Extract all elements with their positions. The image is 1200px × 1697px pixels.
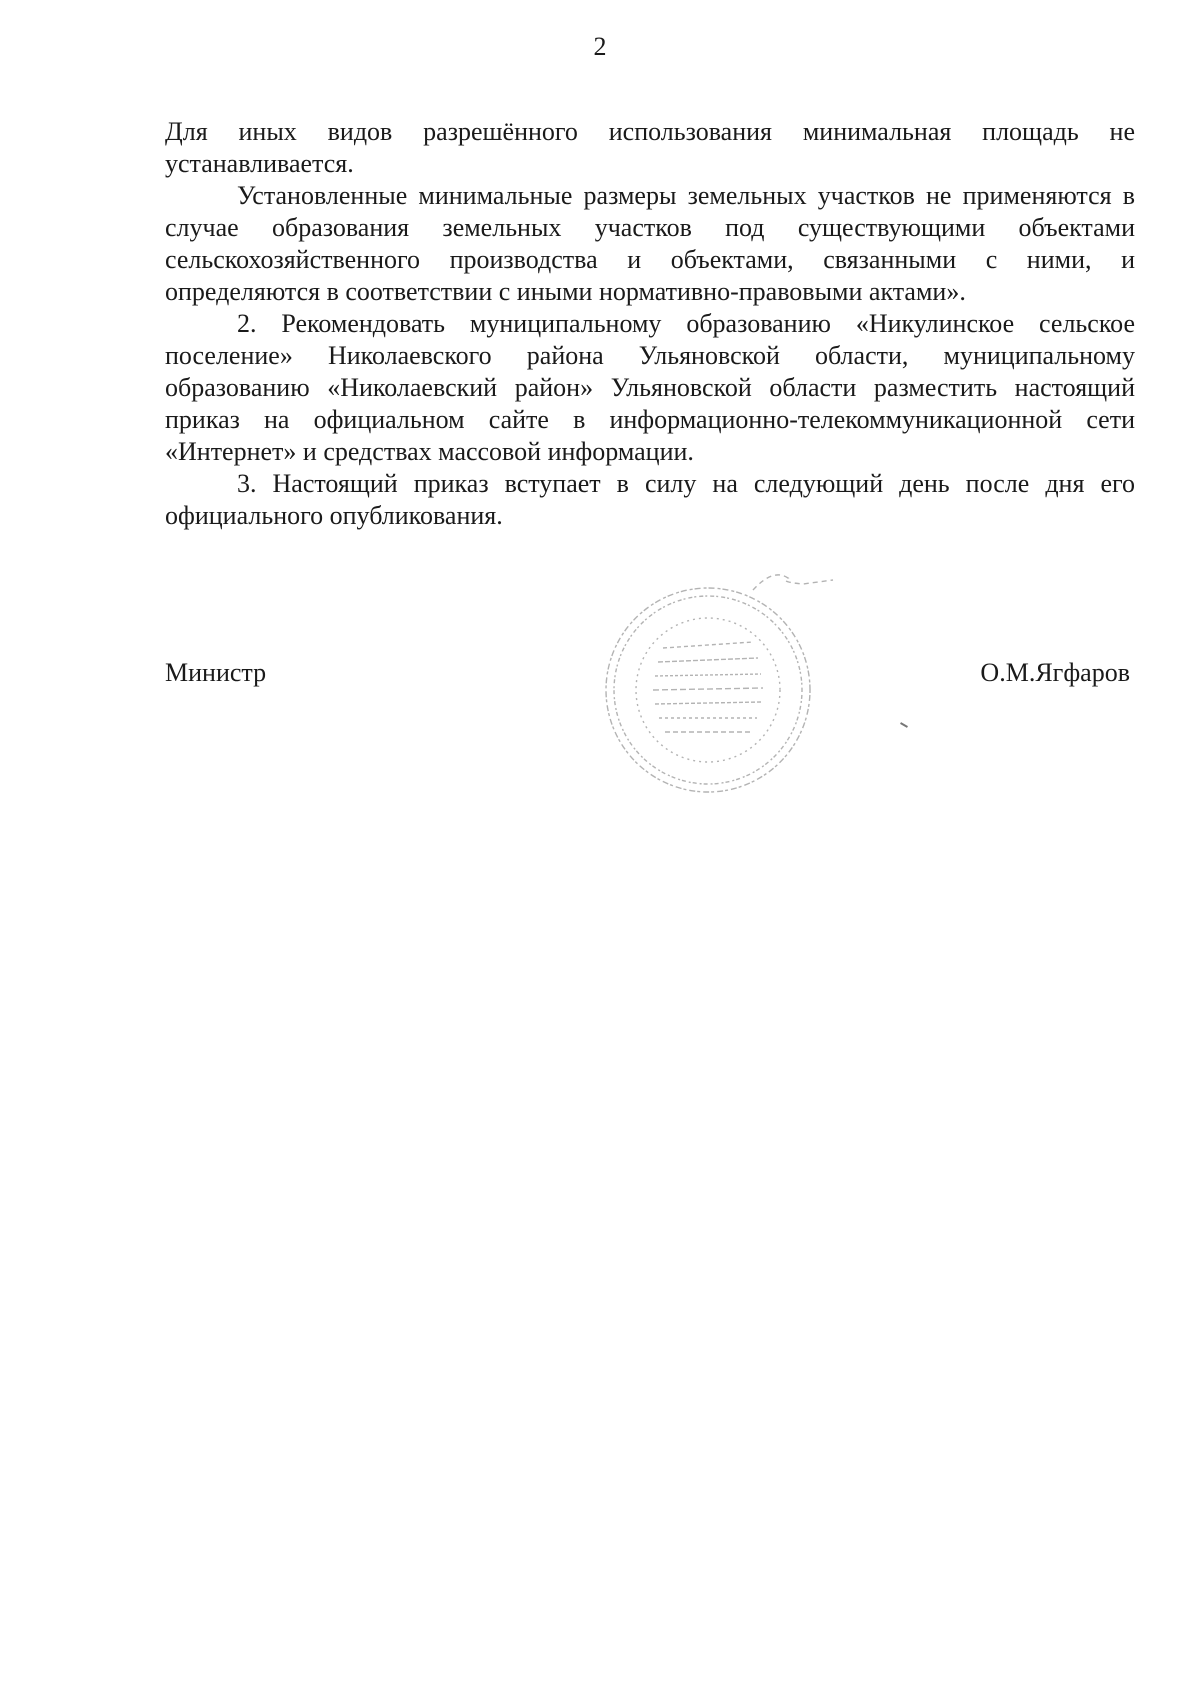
signatory-title: Министр <box>165 658 267 687</box>
page-number: 2 <box>593 32 607 61</box>
signature-block <box>0 658 1200 698</box>
signatory-name: О.М.Ягфаров <box>980 658 1130 687</box>
paragraph-item-2-publication: 2. Рекомендовать муниципальному образованию «Никулинское сельское поселение» Николаевского района Ульяновской области, муниципальному образованию «Николаевский район» Ульяновской области разместить настоящий приказ на официальном сайте в информационно-телекоммуникационной сети «Интернет» и средствах массовой информации. <box>165 309 1135 466</box>
pen-mark <box>900 722 908 728</box>
official-seal-stamp <box>603 560 843 820</box>
document-body <box>165 116 1135 532</box>
paragraph-item-3-effective-date: 3. Настоящий приказ вступает в силу на следующий день после дня его официального опубликования. <box>165 469 1135 530</box>
paragraph-min-area: Для иных видов разрешённого использования минимальная площадь не устанавливается. <box>165 117 1135 178</box>
paragraph-min-size-exceptions: Установленные минимальные размеры земельных участков не применяются в случае образования земельных участков под существующими объектами сельскохозяйственного производства и объектами, связанными с ними, и определяются в соответствии с иными нормативно-правовыми актами». <box>165 181 1135 306</box>
